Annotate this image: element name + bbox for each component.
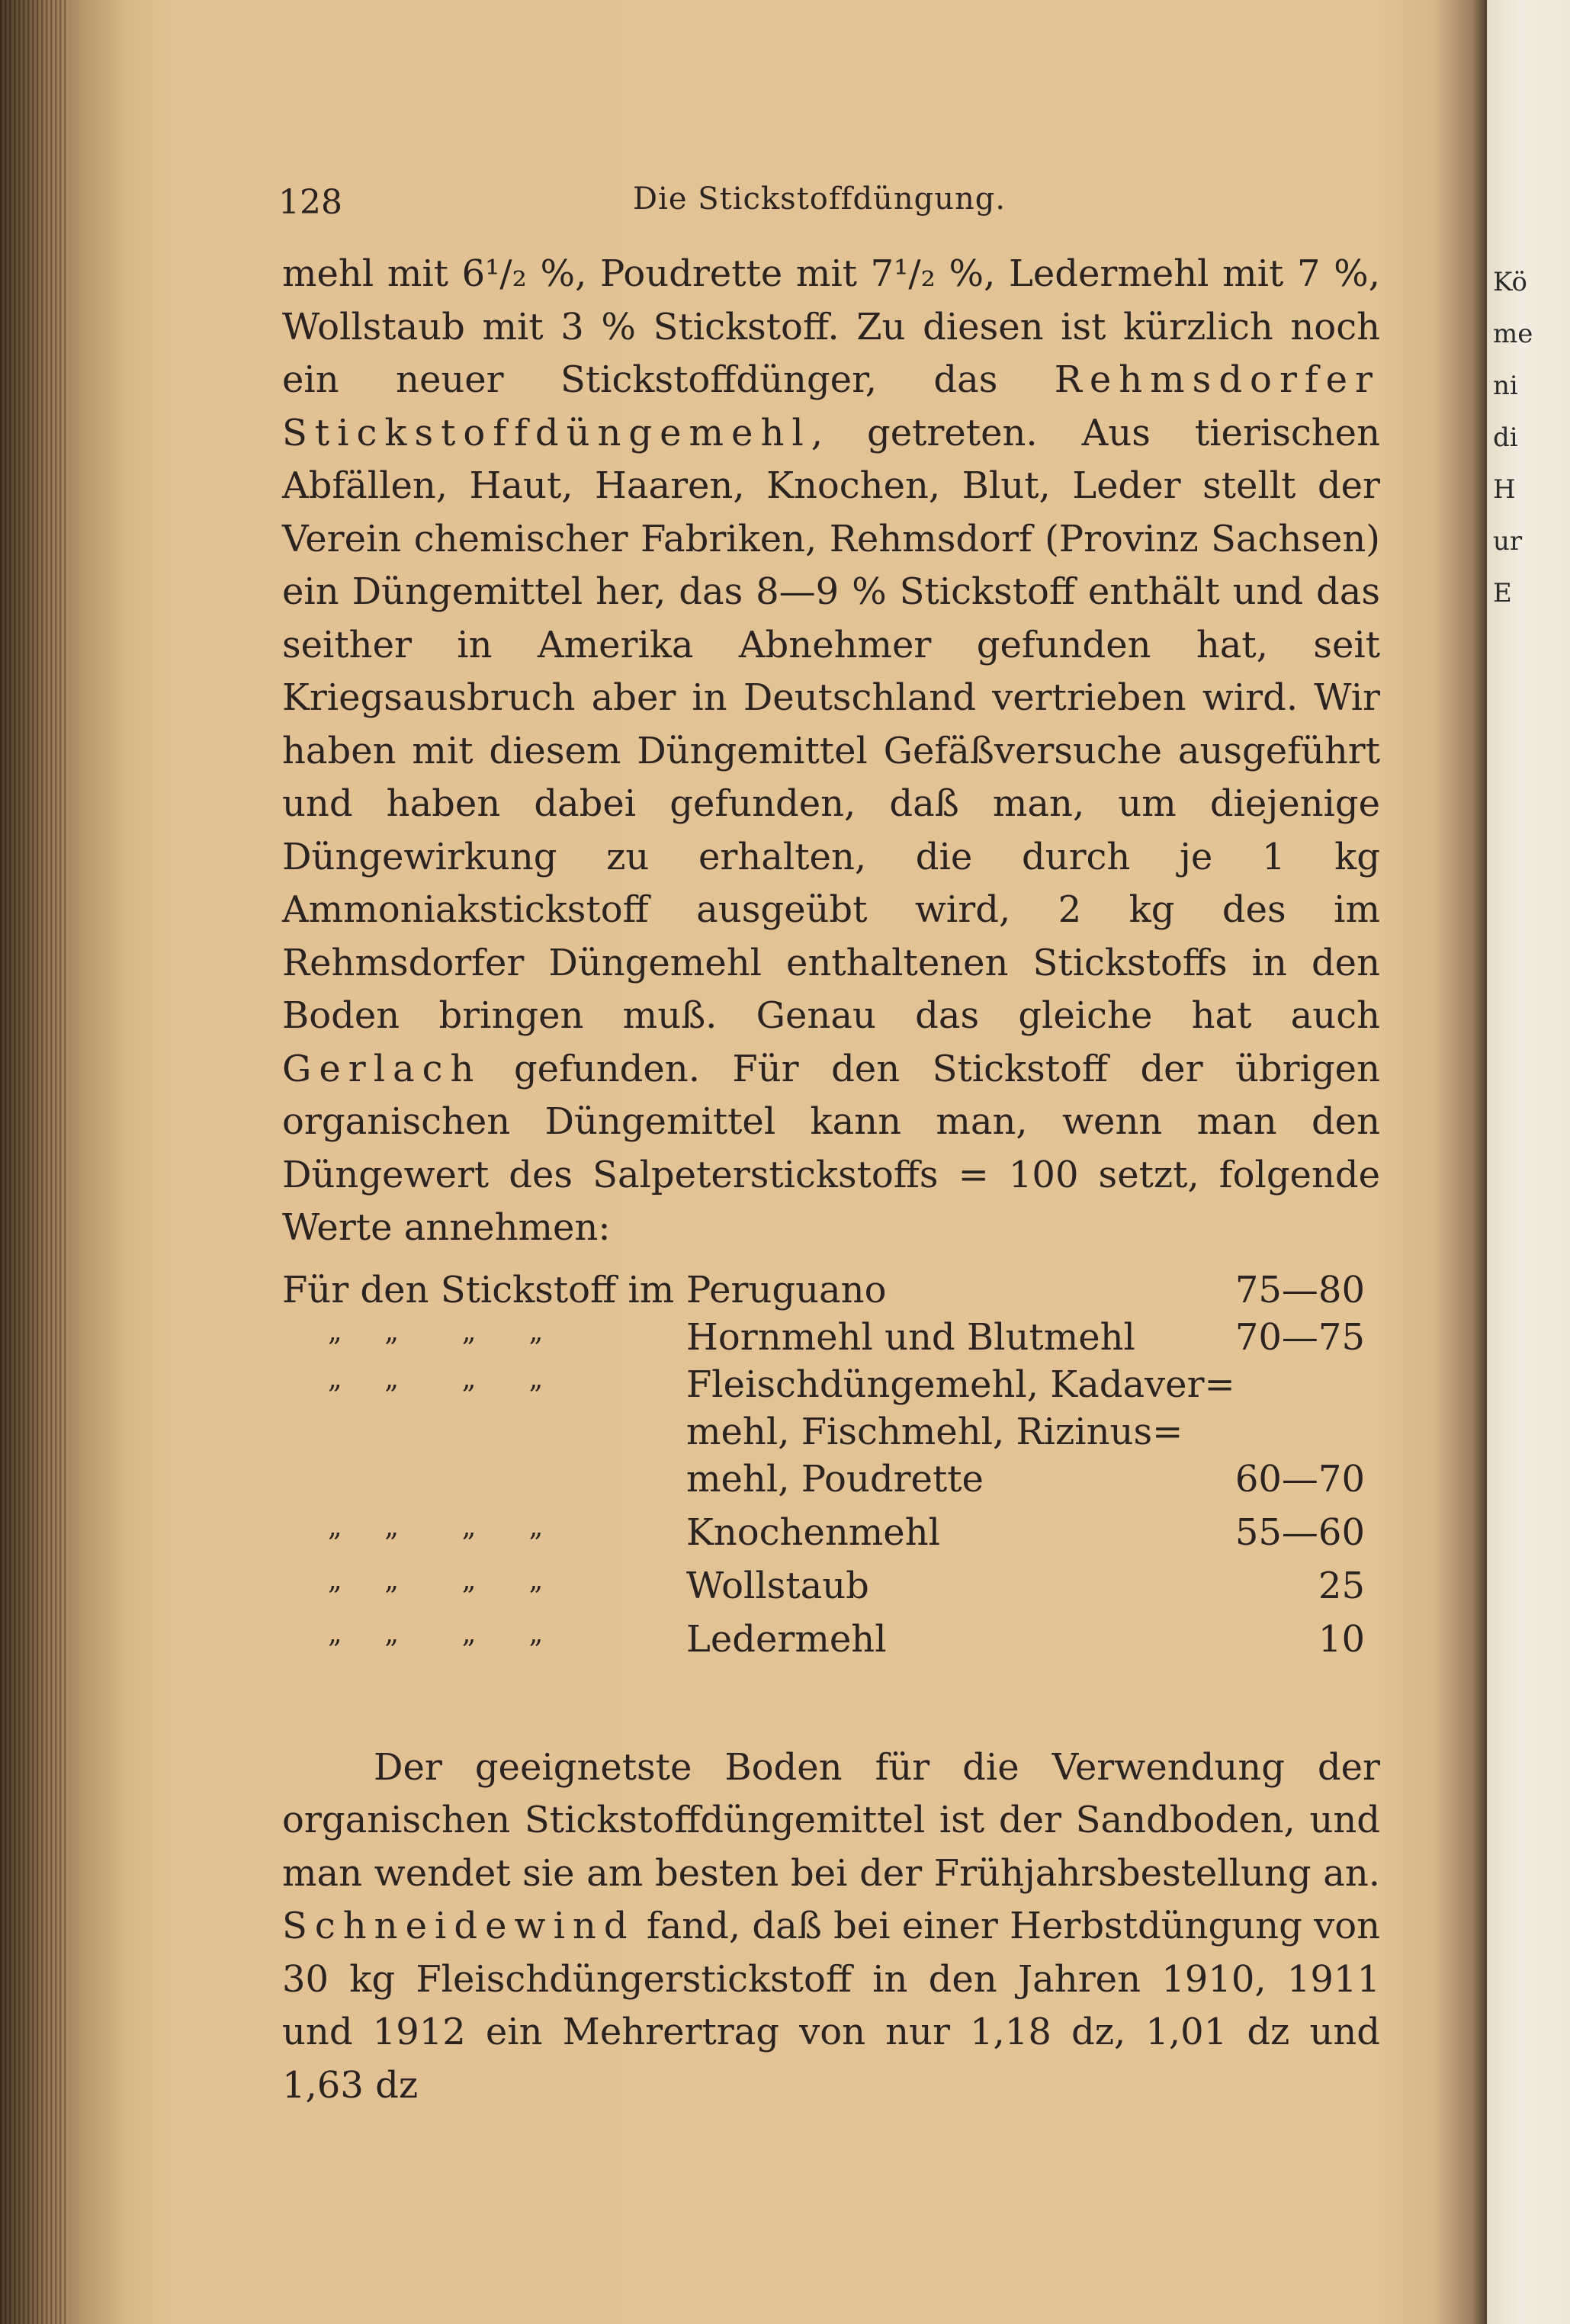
table-row-item: mehl, Fischmehl, Rizinus= [686,1410,1183,1453]
left-page-edges [0,0,69,2324]
adjacent-page-fragment: me [1493,319,1533,349]
paragraph-1 [282,248,1380,1255]
ditto-marks: „ „ „ „ [328,1315,545,1347]
paragraph-1-text-b: , getreten. Aus tierischen Abfällen, Haut, Haaren, Knochen, Blut, Leder stellt der Verein chemischer Fabriken, Rehmsdorf (Provinz Sachsen) ein Düngemittel her, das 8—9 % Stickstoff enthält und das seither in Amerika Abnehmer gefunden hat, seit Kriegsausbruch aber in Deutschland vertrieben wird. Wir haben mit diesem Düngemittel Gefäßversuche ausgeführt und haben dabei gefunden, daß man, um diejenige Düngewirkung zu erhalten, die durch je 1 kg Ammoniakstickstoff ausgeübt wird, 2 kg des im Rehmsdorfer Düngemehl enthaltenen Stickstoffs in den Boden bringen muß. Genau das gleiche hat auch [282,411,1380,1037]
paragraph-1-text-c: gefunden. Für den Stickstoff der übrigen organischen Düngemittel kann man, wenn man den Düngewert des Salpeterstickstoffs = 100 setzt, folgende Werte annehmen: [282,1047,1380,1249]
paragraph-2 [282,1741,1380,2113]
page-header [191,152,1395,221]
table-row [282,1565,1365,1612]
table-row-value: 60—70 [1234,1457,1365,1501]
adjacent-page-fragment: ur [1493,526,1523,557]
table-row-item: Knochenmehl [686,1510,940,1554]
table-row-item: Fleischdüngemehl, Kadaver= [686,1363,1235,1406]
table-row [282,1511,1365,1558]
adjacent-page-fragment: E [1493,578,1512,608]
table-row [282,1411,1365,1458]
table-row-item: Peruguano [686,1268,887,1311]
table-row-value: 55—60 [1234,1510,1365,1554]
table-row [282,1269,1365,1316]
adjacent-page-fragment: Kö [1493,267,1527,297]
adjacent-page-fragment: ni [1493,371,1518,401]
adjacent-page-margin [1487,0,1570,2324]
book-page [191,152,1395,2107]
adjacent-page-fragment: di [1493,422,1518,453]
table-row-item: Wollstaub [686,1564,869,1607]
table-row-value: 25 [1318,1564,1365,1607]
paragraph-2-text-a: Der geeignetste Boden für die Verwendung der organischen Stickstoffdüngemittel ist der Sandboden, und man wendet sie am besten bei der Frühjahrsbestellung an. [282,1745,1380,1895]
table-row-value: 10 [1318,1617,1365,1661]
table-row-item: Ledermehl [686,1617,887,1661]
table-row-lead: Für den Stickstoff im [282,1268,675,1311]
table-row-value: 75—80 [1234,1268,1365,1311]
ditto-marks: „ „ „ „ [328,1510,545,1542]
running-title: Die Stickstoffdüngung. [633,181,1007,217]
ditto-marks: „ „ „ „ [328,1617,545,1649]
author-name-emphasis: Schneidewind [282,1905,635,1947]
table-row-value: 70—75 [1234,1315,1365,1359]
ditto-marks: „ „ „ „ [328,1363,545,1395]
page-number: 128 [278,183,342,222]
table-row-item: Hornmehl und Blutmehl [686,1315,1135,1359]
ditto-marks: „ „ „ „ [328,1564,545,1596]
table-row [282,1363,1365,1411]
table-row [282,1618,1365,1665]
fertilizer-value-table [282,1269,1380,1726]
product-name-emphasis: Rehmsdorfer Stickstoffdüngemehl [282,358,1380,454]
paragraph-1-text-a: mehl mit 6¹/₂ %, Poudrette mit 7¹/₂ %, Ledermehl mit 7 %, Wollstaub mit 3 % Stickstoff. Zu diesen ist kürzlich noch ein neuer Stickstoffdünger, das [282,252,1380,401]
author-name-emphasis: Gerlach [282,1047,482,1090]
table-row [282,1316,1365,1363]
page-body [282,248,1380,2112]
paragraph-2-text-b: fand, daß bei einer Herbstdüngung von 30 kg Fleischdüngerstickstoff in den Jahren 1910, 1911 und 1912 ein Mehrertrag von nur 1,18 dz, 1,01 dz und 1,63 dz [282,1905,1381,2107]
table-row-item: mehl, Poudrette [686,1457,984,1501]
adjacent-page-fragment: H [1493,474,1516,505]
table-row [282,1458,1365,1505]
